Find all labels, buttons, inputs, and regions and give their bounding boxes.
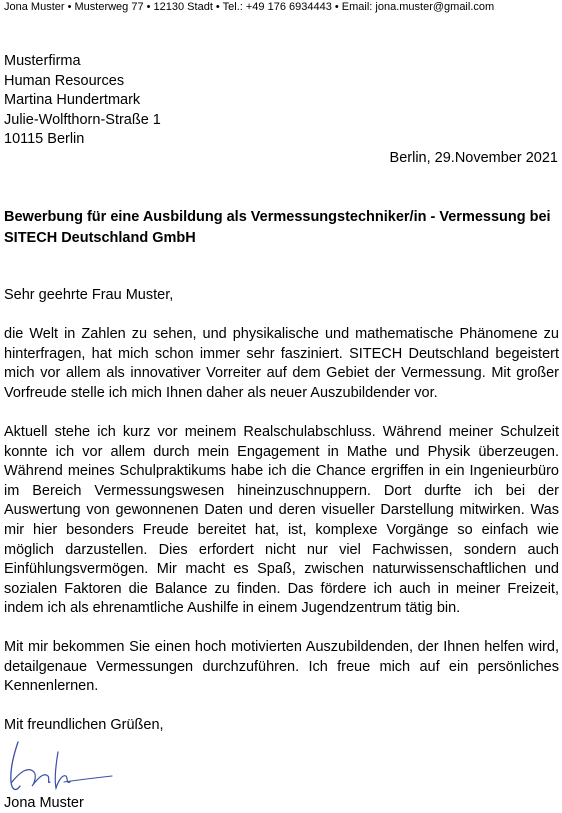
recipient-company: Musterfirma (4, 53, 81, 69)
body-paragraph-closing: Mit mir bekommen Sie einen hoch motivierten Auszubildenden, der Ihnen helfen wird, detailgenaue Vermessungen durchzuführen. Ich freue mich auf ein persönliches Kennenlernen. (4, 639, 559, 695)
signer-name: Jona Muster (4, 795, 84, 811)
letter-date: Berlin, 29.November 2021 (389, 150, 558, 166)
recipient-street: Julie-Wolfthorn-Straße 1 (4, 111, 161, 128)
body-paragraph-intro: die Welt in Zahlen zu sehen, und physikalische und mathematische Phänomene zu hinterfragen, hat mich schon immer sehr fasziniert. SITECH Deutschland begeistert mich vor allem als innovativer Vorreiter auf dem Gebiet der Vermessung. Mit großer Vorfreude stelle ich mich Ihnen daher als neuer Auszubildender vor. (4, 326, 559, 401)
recipient-city: 10115 Berlin (4, 131, 85, 148)
recipient-address (4, 52, 161, 150)
letter-subject: Bewerbung für eine Ausbildung als Vermessungstechniker/in - Vermessung bei SITECH Deutschland GmbH (4, 209, 551, 246)
recipient-person: Martina Hundertmark (4, 92, 141, 109)
recipient-department: Human Resources (4, 72, 125, 89)
handwritten-signature (4, 738, 114, 802)
closing-phrase: Mit freundlichen Grüßen, (4, 717, 164, 733)
salutation: Sehr geehrte Frau Muster, (4, 287, 174, 303)
sender-address-line: Jona Muster • Musterweg 77 • 12130 Stadt • Tel.: +49 176 6934443 • Email: jona.muster@gmail.com (4, 1, 495, 13)
body-paragraph-experience: Aktuell stehe ich kurz vor meinem Realschulabschluss. Während meiner Schulzeit konnte ich vor allem durch mein Engagement in Mathe und Physik überzeugen. Während meines Schulpraktikums habe ich die Chance ergriffen in ein Ingenieurbüro im Bereich Vermessungswesen hineinzuschnuppern. Dort durfte ich bei der Auswertung von gewonnenen Daten und deren visueller Darstellung mitwirken. Was mir hier besonders Freude bereitet hat, ist, komplexe Vorgänge so einfach wie möglich darzustellen. Dies erfordert nicht nur viel Fachwissen, sondern auch Einfühlungsvermögen. Mir macht es Spaß, zwischen naturwissenschaftlichen und sozialen Faktoren die Balance zu finden. Das fördere ich auch in meiner Freizeit, indem ich als ehrenamtliche Aushilfe in einem Jugendzentrum tätig bin. (4, 424, 559, 617)
